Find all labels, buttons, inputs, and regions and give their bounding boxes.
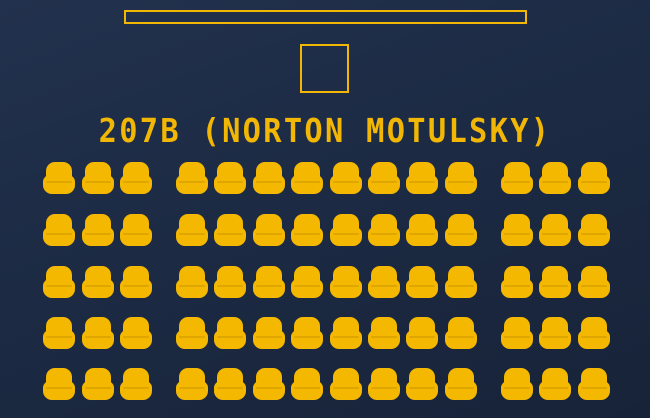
seat-center-r3-s1[interactable] [176,266,208,298]
seat-center-r1-s7[interactable] [406,162,438,194]
seat-divider [581,233,607,235]
seat-divider [179,181,205,183]
seat-divider [581,285,607,287]
seat-divider [256,336,282,338]
seat-divider [448,233,474,235]
seat-center-r1-s2[interactable] [214,162,246,194]
seat-center-r5-s7[interactable] [406,368,438,400]
seat-divider [371,336,397,338]
seat-divider [581,336,607,338]
seat-divider [179,336,205,338]
seat-divider [179,285,205,287]
seat-divider [409,336,435,338]
seat-left-r1-s1[interactable] [43,162,75,194]
seat-divider [542,233,568,235]
seat-right-r1-s3[interactable] [578,162,610,194]
seat-divider [46,387,72,389]
seat-right-r5-s2[interactable] [539,368,571,400]
seat-center-r1-s6[interactable] [368,162,400,194]
seat-divider [409,387,435,389]
seat-right-r2-s1[interactable] [501,214,533,246]
seat-right-r3-s3[interactable] [578,266,610,298]
seat-right-r4-s3[interactable] [578,317,610,349]
seat-divider [85,233,111,235]
seat-divider [217,181,243,183]
seat-center-r4-s5[interactable] [330,317,362,349]
seat-row-1 [0,162,650,196]
seat-divider [123,181,149,183]
seat-row-5 [0,368,650,402]
seat-divider [123,336,149,338]
seat-center-r1-s3[interactable] [253,162,285,194]
seat-center-r5-s3[interactable] [253,368,285,400]
seat-center-r4-s6[interactable] [368,317,400,349]
seat-divider [333,233,359,235]
seat-center-r2-s3[interactable] [253,214,285,246]
seat-left-r5-s2[interactable] [82,368,114,400]
seat-divider [409,285,435,287]
seat-center-r4-s7[interactable] [406,317,438,349]
seat-right-r1-s1[interactable] [501,162,533,194]
seat-center-r3-s5[interactable] [330,266,362,298]
seat-right-r3-s2[interactable] [539,266,571,298]
seat-center-r3-s6[interactable] [368,266,400,298]
seat-center-r4-s3[interactable] [253,317,285,349]
seat-divider [504,181,530,183]
seat-divider [123,233,149,235]
room-title: 207B (NORTON MOTULSKY) [98,111,552,150]
seat-divider [371,233,397,235]
seat-divider [448,181,474,183]
seat-divider [448,336,474,338]
seat-center-r2-s2[interactable] [214,214,246,246]
seat-divider [294,336,320,338]
seat-divider [581,181,607,183]
seat-divider [542,336,568,338]
seat-center-r4-s1[interactable] [176,317,208,349]
seat-divider [409,181,435,183]
seat-center-r4-s8[interactable] [445,317,477,349]
seat-center-r2-s1[interactable] [176,214,208,246]
seat-divider [85,336,111,338]
seat-center-r2-s5[interactable] [330,214,362,246]
seat-left-r3-s1[interactable] [43,266,75,298]
seat-divider [123,387,149,389]
seat-divider [504,233,530,235]
seat-divider [371,387,397,389]
seat-right-r2-s3[interactable] [578,214,610,246]
seat-center-r2-s8[interactable] [445,214,477,246]
seat-center-r5-s8[interactable] [445,368,477,400]
seat-divider [294,387,320,389]
seat-divider [371,181,397,183]
seat-divider [542,285,568,287]
seat-left-r4-s1[interactable] [43,317,75,349]
seat-row-3 [0,266,650,300]
seat-divider [217,336,243,338]
seat-right-r1-s2[interactable] [539,162,571,194]
seat-center-r2-s7[interactable] [406,214,438,246]
seat-center-r1-s4[interactable] [291,162,323,194]
seat-left-r2-s2[interactable] [82,214,114,246]
seat-left-r1-s2[interactable] [82,162,114,194]
seat-divider [448,285,474,287]
seat-divider [371,285,397,287]
seat-divider [256,285,282,287]
seat-center-r1-s1[interactable] [176,162,208,194]
seat-left-r4-s2[interactable] [82,317,114,349]
seat-divider [542,181,568,183]
seat-divider [448,387,474,389]
seat-center-r5-s1[interactable] [176,368,208,400]
seat-center-r4-s2[interactable] [214,317,246,349]
seat-divider [123,285,149,287]
seat-right-r3-s1[interactable] [501,266,533,298]
seat-divider [179,233,205,235]
seat-divider [85,387,111,389]
seat-center-r3-s8[interactable] [445,266,477,298]
seat-divider [46,336,72,338]
seat-divider [333,285,359,287]
seat-center-r5-s4[interactable] [291,368,323,400]
seat-divider [333,387,359,389]
seat-divider [46,181,72,183]
seat-divider [333,336,359,338]
seat-right-r2-s2[interactable] [539,214,571,246]
seat-divider [294,233,320,235]
seat-divider [409,233,435,235]
seat-center-r3-s7[interactable] [406,266,438,298]
seat-center-r5-s6[interactable] [368,368,400,400]
seat-divider [85,285,111,287]
seat-row-4 [0,317,650,351]
seat-divider [217,285,243,287]
seat-left-r2-s3[interactable] [120,214,152,246]
seat-divider [294,181,320,183]
seat-divider [504,336,530,338]
seat-divider [542,387,568,389]
seat-divider [504,285,530,287]
seat-divider [256,233,282,235]
seat-center-r2-s6[interactable] [368,214,400,246]
seat-center-r1-s8[interactable] [445,162,477,194]
seat-divider [179,387,205,389]
seat-left-r2-s1[interactable] [43,214,75,246]
seat-center-r5-s5[interactable] [330,368,362,400]
seat-center-r3-s3[interactable] [253,266,285,298]
seat-center-r5-s2[interactable] [214,368,246,400]
seat-row-2 [0,214,650,248]
seat-center-r3-s2[interactable] [214,266,246,298]
seat-center-r2-s4[interactable] [291,214,323,246]
seat-divider [217,233,243,235]
seat-divider [85,181,111,183]
seat-right-r4-s1[interactable] [501,317,533,349]
seat-divider [294,285,320,287]
seat-divider [46,233,72,235]
seat-center-r3-s4[interactable] [291,266,323,298]
seat-left-r5-s3[interactable] [120,368,152,400]
seat-divider [581,387,607,389]
seat-left-r1-s3[interactable] [120,162,152,194]
seat-left-r4-s3[interactable] [120,317,152,349]
seat-left-r3-s3[interactable] [120,266,152,298]
seat-divider [217,387,243,389]
seat-right-r5-s3[interactable] [578,368,610,400]
seat-right-r5-s1[interactable] [501,368,533,400]
seat-divider [333,181,359,183]
seat-divider [46,285,72,287]
seat-left-r3-s2[interactable] [82,266,114,298]
seat-left-r5-s1[interactable] [43,368,75,400]
seat-right-r4-s2[interactable] [539,317,571,349]
seat-divider [504,387,530,389]
seat-center-r4-s4[interactable] [291,317,323,349]
seat-divider [256,181,282,183]
seat-center-r1-s5[interactable] [330,162,362,194]
seat-divider [256,387,282,389]
